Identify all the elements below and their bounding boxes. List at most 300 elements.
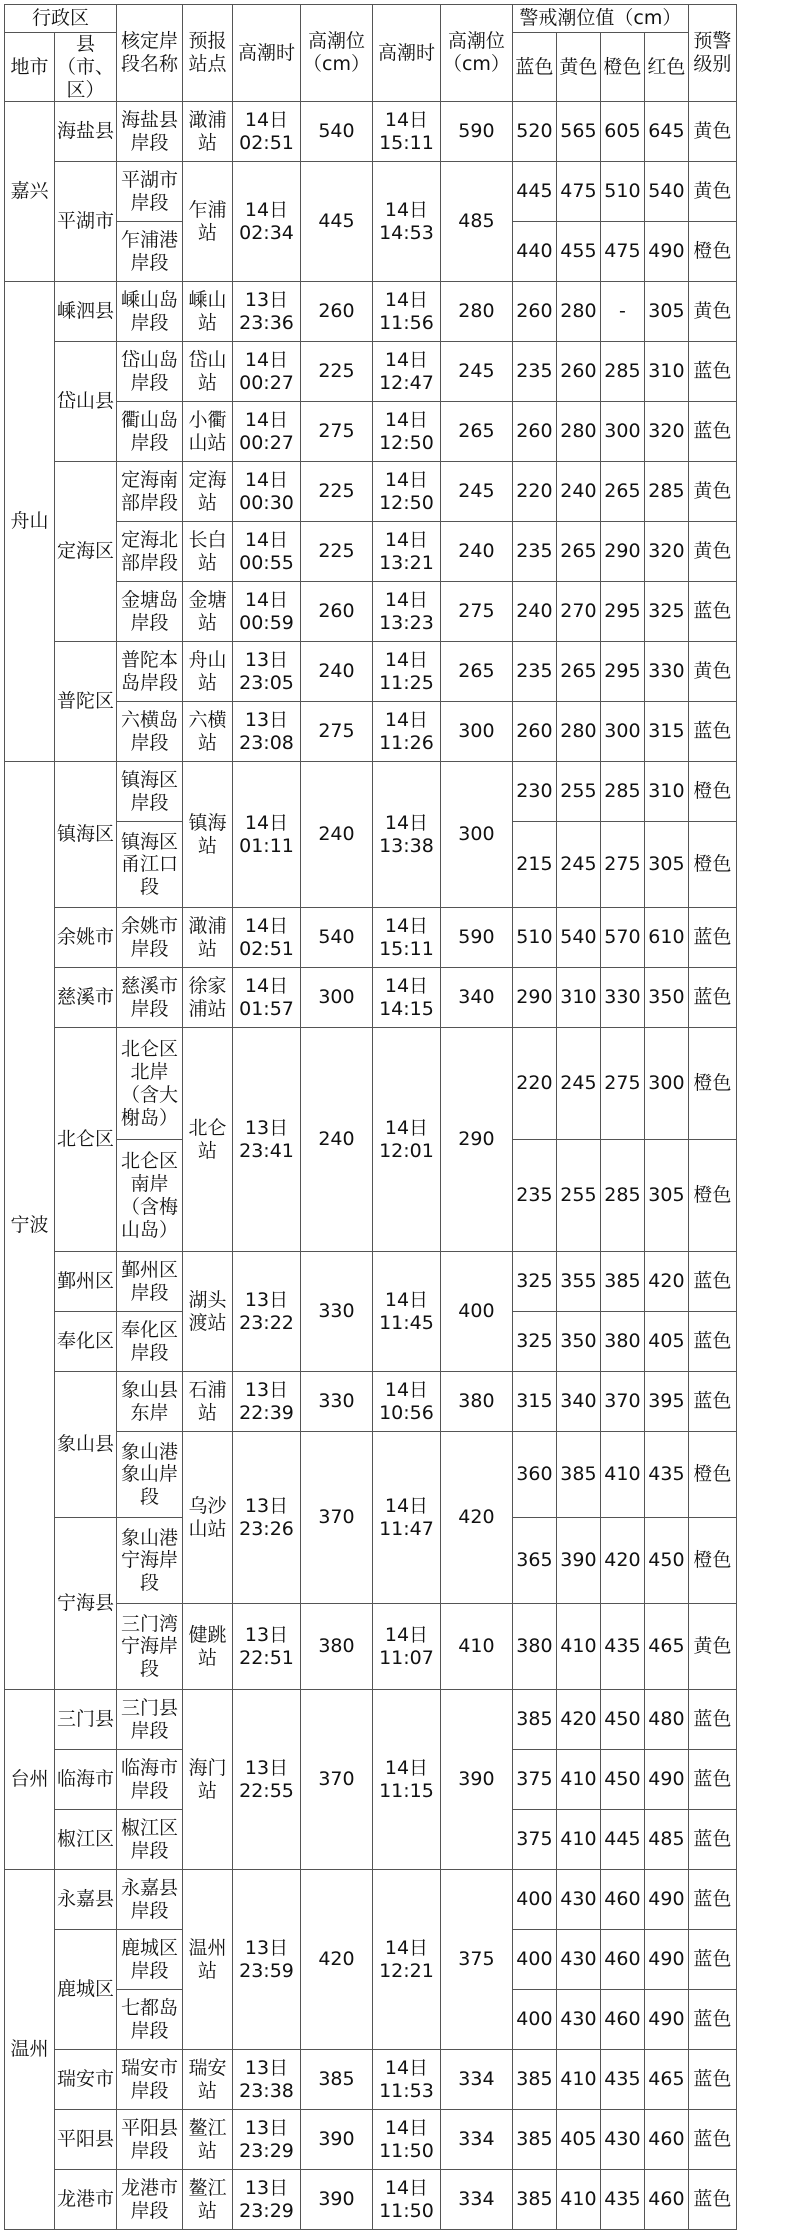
section-cell: 鄞州区岸段 [117,1252,183,1312]
header-station: 预报站点 [183,5,233,102]
city-cell: 舟山 [5,282,55,762]
section-cell: 定海北部岸段 [117,522,183,582]
high-tide-level-2: 334 [440,2050,512,2110]
orange-value: 295 [600,582,644,642]
header-alert-level: 预警级别 [688,5,736,102]
high-tide-time-1: 14日01:11 [233,762,301,908]
high-tide-level-1: 225 [301,462,373,522]
high-tide-time-2: 14日11:50 [372,2110,440,2170]
station-cell: 温州站 [183,1870,233,2050]
blue-value: 240 [512,582,556,642]
red-value: 305 [644,822,688,908]
high-tide-level-1: 370 [301,1432,373,1604]
station-cell: 石浦站 [183,1372,233,1432]
high-tide-level-1: 330 [301,1252,373,1372]
yellow-value: 540 [556,908,600,968]
station-cell: 小衢山站 [183,402,233,462]
section-cell: 慈溪市岸段 [117,968,183,1028]
blue-value: 290 [512,968,556,1028]
station-cell: 岱山站 [183,342,233,402]
red-value: 405 [644,1312,688,1372]
red-value: 350 [644,968,688,1028]
high-tide-time-2: 14日11:50 [372,2170,440,2230]
blue-value: 325 [512,1252,556,1312]
orange-value: 330 [600,968,644,1028]
station-cell: 乌沙山站 [183,1432,233,1604]
high-tide-time-1: 13日22:55 [233,1690,301,1870]
high-tide-level-2: 245 [440,462,512,522]
station-cell: 海门站 [183,1690,233,1870]
orange-value: 445 [600,1810,644,1870]
blue-value: 385 [512,2170,556,2230]
high-tide-time-2: 14日13:21 [372,522,440,582]
blue-value: 510 [512,908,556,968]
yellow-value: 265 [556,522,600,582]
alert-level-cell: 蓝色 [688,1252,736,1312]
section-cell: 北仑区南岸（含梅山岛） [117,1140,183,1252]
high-tide-time-1: 14日00:27 [233,402,301,462]
section-cell: 余姚市岸段 [117,908,183,968]
high-tide-time-2: 14日10:56 [372,1372,440,1432]
yellow-value: 240 [556,462,600,522]
red-value: 300 [644,1028,688,1140]
tide-warning-table [4,4,737,2230]
high-tide-time-1: 13日23:22 [233,1252,301,1372]
red-value: 310 [644,342,688,402]
high-tide-time-2: 14日15:11 [372,908,440,968]
orange-value: 285 [600,1140,644,1252]
county-cell: 奉化区 [55,1312,117,1372]
high-tide-time-1: 14日00:59 [233,582,301,642]
red-value: 460 [644,2110,688,2170]
section-cell: 衢山岛岸段 [117,402,183,462]
high-tide-time-2: 14日14:15 [372,968,440,1028]
high-tide-time-2: 14日12:50 [372,402,440,462]
station-cell: 湖头渡站 [183,1252,233,1372]
blue-value: 400 [512,1990,556,2050]
county-cell: 岱山县 [55,342,117,462]
high-tide-level-2: 290 [440,1028,512,1252]
red-value: 285 [644,462,688,522]
alert-level-cell: 蓝色 [688,1810,736,1870]
red-value: 540 [644,162,688,222]
yellow-value: 410 [556,2170,600,2230]
alert-level-cell: 橙色 [688,1518,736,1604]
alert-level-cell: 蓝色 [688,342,736,402]
blue-value: 315 [512,1372,556,1432]
section-cell: 镇海区甬江口段 [117,822,183,908]
orange-value: 435 [600,1604,644,1690]
yellow-value: 475 [556,162,600,222]
orange-value: 410 [600,1432,644,1518]
header-admin-region: 行政区 [5,5,117,33]
header-high-time: 高潮时 [233,5,301,102]
high-tide-time-1: 14日00:30 [233,462,301,522]
header-yellow: 黄色 [556,33,600,102]
county-cell: 椒江区 [55,1810,117,1870]
high-tide-time-2: 14日11:53 [372,2050,440,2110]
red-value: 460 [644,2170,688,2230]
alert-level-cell: 橙色 [688,822,736,908]
high-tide-level-2: 375 [440,1870,512,2050]
red-value: 320 [644,402,688,462]
high-tide-level-2: 590 [440,908,512,968]
blue-value: 260 [512,402,556,462]
yellow-value: 405 [556,2110,600,2170]
blue-value: 235 [512,642,556,702]
section-cell: 普陀本岛岸段 [117,642,183,702]
section-cell: 象山县东岸 [117,1372,183,1432]
yellow-value: 410 [556,2050,600,2110]
alert-level-cell: 黄色 [688,462,736,522]
section-cell: 岱山岛岸段 [117,342,183,402]
county-cell: 镇海区 [55,762,117,908]
blue-value: 260 [512,702,556,762]
section-cell: 瑞安市岸段 [117,2050,183,2110]
county-cell: 鹿城区 [55,1930,117,2050]
blue-value: 385 [512,2050,556,2110]
orange-value: 460 [600,1870,644,1930]
alert-level-cell: 蓝色 [688,1372,736,1432]
red-value: 450 [644,1518,688,1604]
orange-value: 450 [600,1750,644,1810]
orange-value: 285 [600,762,644,822]
yellow-value: 265 [556,642,600,702]
county-cell: 瑞安市 [55,2050,117,2110]
high-tide-time-1: 14日02:51 [233,102,301,162]
yellow-value: 430 [556,1930,600,1990]
yellow-value: 245 [556,822,600,908]
alert-level-cell: 橙色 [688,222,736,282]
red-value: 330 [644,642,688,702]
high-tide-level-2: 334 [440,2110,512,2170]
yellow-value: 565 [556,102,600,162]
section-cell: 六横岛岸段 [117,702,183,762]
high-tide-level-2: 380 [440,1372,512,1432]
blue-value: 380 [512,1604,556,1690]
high-tide-level-2: 410 [440,1604,512,1690]
high-tide-level-2: 400 [440,1252,512,1372]
station-cell: 镇海站 [183,762,233,908]
high-tide-level-2: 245 [440,342,512,402]
section-cell: 龙港市岸段 [117,2170,183,2230]
orange-value: 285 [600,342,644,402]
high-tide-time-2: 14日11:45 [372,1252,440,1372]
alert-level-cell: 橙色 [688,762,736,822]
section-cell: 镇海区岸段 [117,762,183,822]
high-tide-level-1: 240 [301,642,373,702]
orange-value: 370 [600,1372,644,1432]
station-cell: 六横站 [183,702,233,762]
yellow-value: 410 [556,1810,600,1870]
section-cell: 象山港象山岸段 [117,1432,183,1518]
station-cell: 澉浦站 [183,908,233,968]
station-cell: 定海站 [183,462,233,522]
high-tide-level-1: 240 [301,1028,373,1252]
blue-value: 235 [512,342,556,402]
high-tide-level-2: 340 [440,968,512,1028]
red-value: 490 [644,1990,688,2050]
high-tide-time-1: 14日00:55 [233,522,301,582]
yellow-value: 455 [556,222,600,282]
high-tide-level-1: 380 [301,1604,373,1690]
section-cell: 临海市岸段 [117,1750,183,1810]
orange-value: 450 [600,1690,644,1750]
header-warning-level: 警戒潮位值（cm） [512,5,688,33]
section-cell: 海盐县岸段 [117,102,183,162]
blue-value: 400 [512,1870,556,1930]
section-cell: 椒江区岸段 [117,1810,183,1870]
city-cell: 嘉兴 [5,102,55,282]
alert-level-cell: 蓝色 [688,2110,736,2170]
alert-level-cell: 黄色 [688,522,736,582]
high-tide-time-1: 13日23:05 [233,642,301,702]
high-tide-level-2: 300 [440,762,512,908]
alert-level-cell: 黄色 [688,282,736,342]
red-value: 610 [644,908,688,968]
section-cell: 平湖市岸段 [117,162,183,222]
high-tide-level-1: 275 [301,702,373,762]
yellow-value: 255 [556,1140,600,1252]
alert-level-cell: 蓝色 [688,1750,736,1810]
high-tide-level-2: 275 [440,582,512,642]
header-section: 核定岸段名称 [117,5,183,102]
blue-value: 220 [512,1028,556,1140]
red-value: 305 [644,1140,688,1252]
yellow-value: 430 [556,1990,600,2050]
yellow-value: 255 [556,762,600,822]
high-tide-time-2: 14日12:21 [372,1870,440,2050]
alert-level-cell: 黄色 [688,1604,736,1690]
orange-value: 570 [600,908,644,968]
high-tide-time-2: 14日12:01 [372,1028,440,1252]
blue-value: 400 [512,1930,556,1990]
alert-level-cell: 橙色 [688,1028,736,1140]
station-cell: 长白站 [183,522,233,582]
high-tide-level-2: 334 [440,2170,512,2230]
orange-value: 435 [600,2170,644,2230]
high-tide-time-1: 14日01:57 [233,968,301,1028]
high-tide-level-1: 540 [301,102,373,162]
section-cell: 北仑区北岸（含大榭岛） [117,1028,183,1140]
county-cell: 平阳县 [55,2110,117,2170]
red-value: 465 [644,1604,688,1690]
section-cell: 三门县岸段 [117,1690,183,1750]
station-cell: 徐家浦站 [183,968,233,1028]
high-tide-time-2: 14日11:07 [372,1604,440,1690]
red-value: 435 [644,1432,688,1518]
orange-value: 385 [600,1252,644,1312]
section-cell: 平阳县岸段 [117,2110,183,2170]
high-tide-time-1: 13日22:39 [233,1372,301,1432]
orange-value: 300 [600,702,644,762]
city-cell: 台州 [5,1690,55,1870]
header-blue: 蓝色 [512,33,556,102]
blue-value: 260 [512,282,556,342]
high-tide-time-2: 14日14:53 [372,162,440,282]
yellow-value: 310 [556,968,600,1028]
blue-value: 365 [512,1518,556,1604]
county-cell: 象山县 [55,1372,117,1518]
header-county: 县（市、区） [55,33,117,102]
high-tide-level-1: 385 [301,2050,373,2110]
yellow-value: 430 [556,1870,600,1930]
county-cell: 余姚市 [55,908,117,968]
yellow-value: 420 [556,1690,600,1750]
station-cell: 北仑站 [183,1028,233,1252]
section-cell: 三门湾宁海岸段 [117,1604,183,1690]
city-cell: 宁波 [5,762,55,1690]
red-value: 490 [644,1930,688,1990]
alert-level-cell: 蓝色 [688,1930,736,1990]
blue-value: 375 [512,1750,556,1810]
header-high-level: 高潮位（cm） [440,5,512,102]
high-tide-level-1: 540 [301,908,373,968]
alert-level-cell: 蓝色 [688,582,736,642]
section-cell: 七都岛岸段 [117,1990,183,2050]
county-cell: 北仑区 [55,1028,117,1252]
blue-value: 230 [512,762,556,822]
high-tide-level-2: 265 [440,402,512,462]
alert-level-cell: 蓝色 [688,968,736,1028]
alert-level-cell: 蓝色 [688,2170,736,2230]
county-cell: 龙港市 [55,2170,117,2230]
yellow-value: 350 [556,1312,600,1372]
high-tide-level-2: 590 [440,102,512,162]
header-red: 红色 [644,33,688,102]
blue-value: 235 [512,522,556,582]
high-tide-level-1: 275 [301,402,373,462]
section-cell: 鹿城区岸段 [117,1930,183,1990]
orange-value: 265 [600,462,644,522]
high-tide-time-2: 14日11:56 [372,282,440,342]
blue-value: 360 [512,1432,556,1518]
alert-level-cell: 蓝色 [688,1990,736,2050]
orange-value: 460 [600,1930,644,1990]
red-value: 420 [644,1252,688,1312]
high-tide-level-1: 370 [301,1690,373,1870]
county-cell: 定海区 [55,462,117,642]
section-cell: 定海南部岸段 [117,462,183,522]
red-value: 490 [644,1870,688,1930]
red-value: 315 [644,702,688,762]
yellow-value: 385 [556,1432,600,1518]
orange-value: - [600,282,644,342]
high-tide-level-1: 390 [301,2170,373,2230]
high-tide-time-1: 13日23:59 [233,1870,301,2050]
section-cell: 象山港宁海岸段 [117,1518,183,1604]
high-tide-level-1: 420 [301,1870,373,2050]
red-value: 490 [644,222,688,282]
high-tide-time-1: 13日23:08 [233,702,301,762]
yellow-value: 260 [556,342,600,402]
yellow-value: 245 [556,1028,600,1140]
high-tide-time-2: 14日11:26 [372,702,440,762]
red-value: 480 [644,1690,688,1750]
high-tide-level-1: 390 [301,2110,373,2170]
station-cell: 鳌江站 [183,2170,233,2230]
county-cell: 临海市 [55,1750,117,1810]
high-tide-time-1: 13日23:36 [233,282,301,342]
high-tide-time-2: 14日13:23 [372,582,440,642]
county-cell: 三门县 [55,1690,117,1750]
county-cell: 嵊泗县 [55,282,117,342]
red-value: 485 [644,1810,688,1870]
orange-value: 380 [600,1312,644,1372]
orange-value: 460 [600,1990,644,2050]
orange-value: 430 [600,2110,644,2170]
county-cell: 平湖市 [55,162,117,282]
county-cell: 鄞州区 [55,1252,117,1312]
alert-level-cell: 橙色 [688,1140,736,1252]
red-value: 325 [644,582,688,642]
high-tide-time-1: 14日02:51 [233,908,301,968]
orange-value: 275 [600,822,644,908]
yellow-value: 410 [556,1750,600,1810]
blue-value: 445 [512,162,556,222]
blue-value: 520 [512,102,556,162]
red-value: 490 [644,1750,688,1810]
red-value: 645 [644,102,688,162]
alert-level-cell: 蓝色 [688,1312,736,1372]
header-high-time: 高潮时 [372,5,440,102]
blue-value: 385 [512,1690,556,1750]
alert-level-cell: 黄色 [688,642,736,702]
alert-level-cell: 蓝色 [688,1870,736,1930]
high-tide-level-1: 225 [301,342,373,402]
header-orange: 橙色 [600,33,644,102]
orange-value: 420 [600,1518,644,1604]
header-city: 地市 [5,33,55,102]
alert-level-cell: 橙色 [688,1432,736,1518]
blue-value: 385 [512,2110,556,2170]
high-tide-level-2: 240 [440,522,512,582]
high-tide-time-1: 13日22:51 [233,1604,301,1690]
yellow-value: 390 [556,1518,600,1604]
high-tide-time-1: 13日23:29 [233,2170,301,2230]
high-tide-level-2: 280 [440,282,512,342]
station-cell: 瑞安站 [183,2050,233,2110]
high-tide-time-1: 13日23:41 [233,1028,301,1252]
station-cell: 乍浦站 [183,162,233,282]
station-cell: 健跳站 [183,1604,233,1690]
section-cell: 嵊山岛岸段 [117,282,183,342]
yellow-value: 280 [556,702,600,762]
yellow-value: 410 [556,1604,600,1690]
red-value: 320 [644,522,688,582]
high-tide-level-1: 260 [301,282,373,342]
section-cell: 奉化区岸段 [117,1312,183,1372]
high-tide-time-2: 14日11:25 [372,642,440,702]
orange-value: 295 [600,642,644,702]
high-tide-time-1: 14日02:34 [233,162,301,282]
high-tide-time-1: 14日00:27 [233,342,301,402]
blue-value: 375 [512,1810,556,1870]
yellow-value: 340 [556,1372,600,1432]
county-cell: 普陀区 [55,642,117,762]
orange-value: 290 [600,522,644,582]
yellow-value: 270 [556,582,600,642]
station-cell: 嵊山站 [183,282,233,342]
alert-level-cell: 蓝色 [688,2050,736,2110]
red-value: 305 [644,282,688,342]
station-cell: 金塘站 [183,582,233,642]
high-tide-level-1: 260 [301,582,373,642]
section-cell: 乍浦港岸段 [117,222,183,282]
orange-value: 275 [600,1028,644,1140]
high-tide-time-1: 13日23:29 [233,2110,301,2170]
alert-level-cell: 蓝色 [688,402,736,462]
